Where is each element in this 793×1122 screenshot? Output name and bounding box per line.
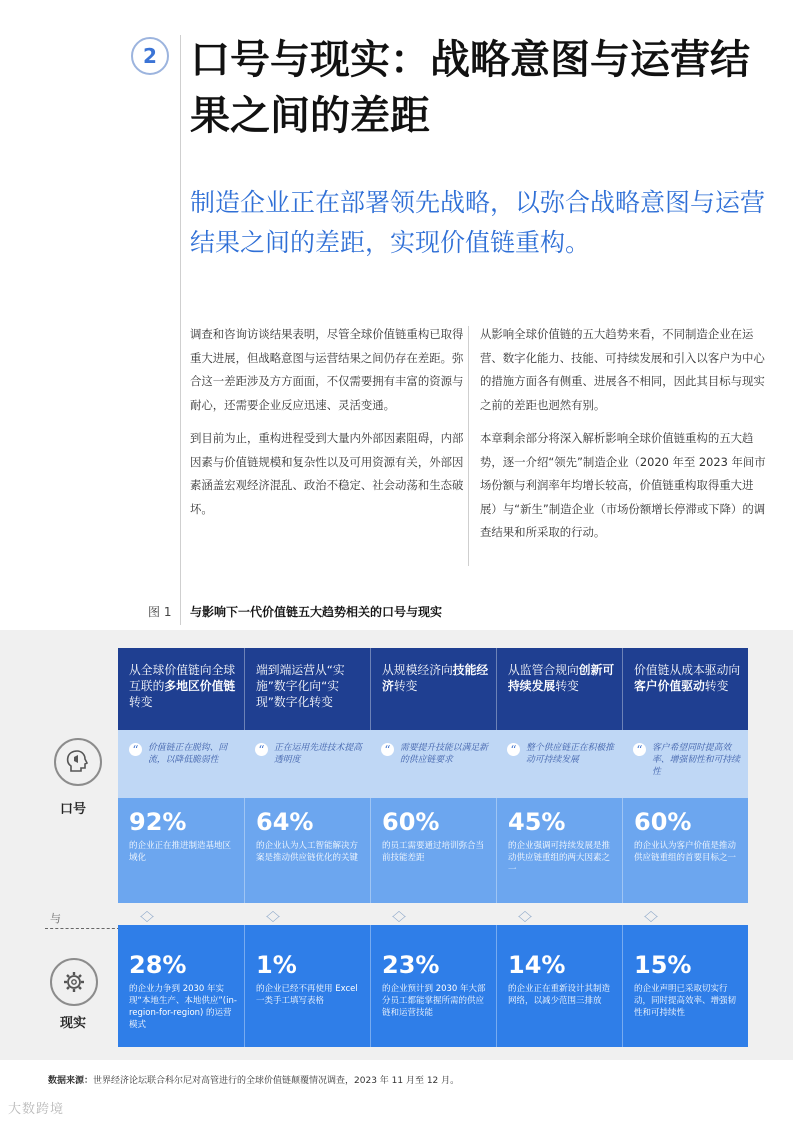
chevron-up-icon: ︿ bbox=[392, 904, 406, 920]
gap-separator bbox=[370, 903, 496, 932]
trend-header: 价值链从成本驱动向客户价值驱动转变 bbox=[622, 648, 748, 730]
figure-label: 图 1 bbox=[148, 605, 172, 619]
reality-row-label: 现实 bbox=[60, 1016, 87, 1031]
body-column-left bbox=[190, 323, 465, 531]
slogan-stat-desc: 的企业认为客户价值是推动供应链重组的首要目标之一 bbox=[634, 841, 737, 863]
body-paragraph: 本章剩余部分将深入解析影响全球价值链重构的五大趋势，逐一介绍“领先”制造企业（2020 年至 2023 年间市场份额与利润率年均增长较高，价值链重构取得重大进展）与“新生”制造企业（市场份额增长停滞或下降）的调查结果和所采取的行动。 bbox=[480, 431, 766, 539]
quote-icon: “ bbox=[381, 743, 394, 756]
gap-separator bbox=[496, 903, 622, 932]
slogan-stat-value: 64% bbox=[256, 808, 314, 836]
slogan-stat-cell bbox=[370, 798, 496, 903]
gear-cycle-icon bbox=[50, 958, 98, 1006]
slogan-stat-value: 45% bbox=[508, 808, 566, 836]
column-divider bbox=[468, 326, 469, 566]
chevron-down-icon: ﹀ bbox=[518, 916, 532, 932]
quote-icon: “ bbox=[633, 743, 646, 756]
and-label: 与 bbox=[50, 912, 61, 925]
megaphone-head-icon bbox=[54, 738, 102, 786]
figure-grid bbox=[118, 648, 748, 1047]
reality-stat-desc: 的企业力争到 2030 年实现“本地生产、本地供应”(in-region-for-region) 的运营模式 bbox=[129, 984, 237, 1030]
trend-header: 端到端运营从“实施”数字化向“实现”数字化转变 bbox=[244, 648, 370, 730]
reality-stat-value: 14% bbox=[508, 951, 566, 979]
figure-title: 与影响下一代价值链五大趋势相关的口号与现实 bbox=[190, 605, 443, 619]
gap-separator bbox=[118, 903, 244, 932]
slogan-stat-desc: 的企业强调可持续发展是推动供应链重组的两大因素之一 bbox=[508, 841, 611, 875]
page-subtitle: 制造企业正在部署领先战略，以弥合战略意图与运营结果之间的差距，实现价值链重构。 bbox=[190, 188, 766, 257]
slogan-stat-cell bbox=[118, 798, 244, 903]
reality-stat-cell bbox=[496, 925, 622, 1047]
reality-stat-desc: 的企业预计到 2030 年大部分员工都能掌握所需的供应链和运营技能 bbox=[382, 984, 486, 1018]
slogan-stat-cell bbox=[496, 798, 622, 903]
watermark: 大数跨境 bbox=[8, 1102, 65, 1117]
reality-stat-value: 1% bbox=[256, 951, 297, 979]
trend-header: 从全球价值链向全球互联的多地区价值链转变 bbox=[118, 648, 244, 730]
slogan-row-label: 口号 bbox=[60, 802, 87, 817]
reality-stat-cell bbox=[118, 925, 244, 1047]
chevron-up-icon: ︿ bbox=[266, 904, 280, 920]
gap-separator bbox=[244, 903, 370, 932]
body-paragraph: 到目前为止，重构进程受到大量内外部因素阻碍，内部因素与价值链规模和复杂性以及可用资源有关，外部因素涵盖宏观经济混乱、政治不稳定、社会动荡和生态破坏。 bbox=[190, 431, 464, 516]
body-paragraph: 调查和咨询访谈结果表明，尽管全球价值链重构已取得重大进展，但战略意图与运营结果之间仍存在差距。弥合这一差距涉及方方面面，不仅需要拥有丰富的资源与耐心，还需要企业反应迅速、灵活变通。 bbox=[190, 327, 464, 412]
reality-stat-value: 28% bbox=[129, 951, 187, 979]
slogan-stat-cell bbox=[622, 798, 748, 903]
quote-icon: “ bbox=[255, 743, 268, 756]
body-paragraph: 从影响全球价值链的五大趋势来看，不同制造企业在运营、数字化能力、技能、可持续发展和引入以客户为中心的措施方面各有侧重、进展各不相同，因此其目标与现实之前的差距也迥然有别。 bbox=[480, 327, 765, 412]
reality-stat-desc: 的企业已经不再使用 Excel 一类手工填写表格 bbox=[256, 984, 358, 1006]
chapter-number-badge: 2 bbox=[131, 37, 169, 75]
reality-stat-cell bbox=[370, 925, 496, 1047]
page-title: 口号与现实：战略意图与运营结果之间的差距 bbox=[190, 37, 750, 139]
title-divider bbox=[180, 35, 181, 625]
gap-separator bbox=[622, 903, 748, 932]
slogan-cell: “ 需要提升技能以满足新的供应链要求 bbox=[370, 730, 496, 798]
slogan-stat-desc: 的企业认为人工智能解决方案是推动供应链优化的关键 bbox=[256, 841, 359, 863]
slogan-stat-cell bbox=[244, 798, 370, 903]
chevron-down-icon: ﹀ bbox=[140, 916, 154, 932]
slogan-cell: “ 整个供应链正在积极推动可持续发展 bbox=[496, 730, 622, 798]
slogan-cell: “ 价值链正在脱钩、回流，以降低脆弱性 bbox=[118, 730, 244, 798]
slogan-stat-value: 92% bbox=[129, 808, 187, 836]
trend-header: 从监管合规向创新可持续发展转变 bbox=[496, 648, 622, 730]
reality-stat-cell bbox=[244, 925, 370, 1047]
chevron-down-icon: ﹀ bbox=[392, 916, 406, 932]
reality-stat-cell bbox=[622, 925, 748, 1047]
reality-stat-desc: 的企业声明已采取切实行动，同时提高效率、增强韧性和可持续性 bbox=[634, 984, 737, 1018]
quote-icon: “ bbox=[507, 743, 520, 756]
slogan-stat-value: 60% bbox=[382, 808, 440, 836]
slogan-stat-value: 60% bbox=[634, 808, 692, 836]
slogan-stat-desc: 的员工需要通过培训弥合当前技能差距 bbox=[382, 841, 485, 863]
data-source: 数据来源：世界经济论坛联合科尔尼对高管进行的全球价值链颠覆情况调查，2023 年 11 月至 12 月。 bbox=[48, 1076, 460, 1086]
reality-stat-value: 15% bbox=[634, 951, 692, 979]
chevron-up-icon: ︿ bbox=[140, 904, 154, 920]
slogan-stat-desc: 的企业正在推进制造基地区域化 bbox=[129, 841, 232, 863]
chevron-up-icon: ︿ bbox=[644, 904, 658, 920]
slogan-cell: “ 客户希望同时提高效率、增强韧性和可持续性 bbox=[622, 730, 748, 798]
dashed-divider bbox=[45, 928, 120, 929]
reality-stat-desc: 的企业正在重新设计其制造网络，以减少范围三排放 bbox=[508, 984, 611, 1006]
chevron-up-icon: ︿ bbox=[518, 904, 532, 920]
slogan-cell: “ 正在运用先进技术提高透明度 bbox=[244, 730, 370, 798]
trend-header: 从规模经济向技能经济转变 bbox=[370, 648, 496, 730]
chevron-down-icon: ﹀ bbox=[644, 916, 658, 932]
quote-icon: “ bbox=[129, 743, 142, 756]
chevron-down-icon: ﹀ bbox=[266, 916, 280, 932]
body-column-right bbox=[480, 323, 770, 555]
reality-stat-value: 23% bbox=[382, 951, 440, 979]
